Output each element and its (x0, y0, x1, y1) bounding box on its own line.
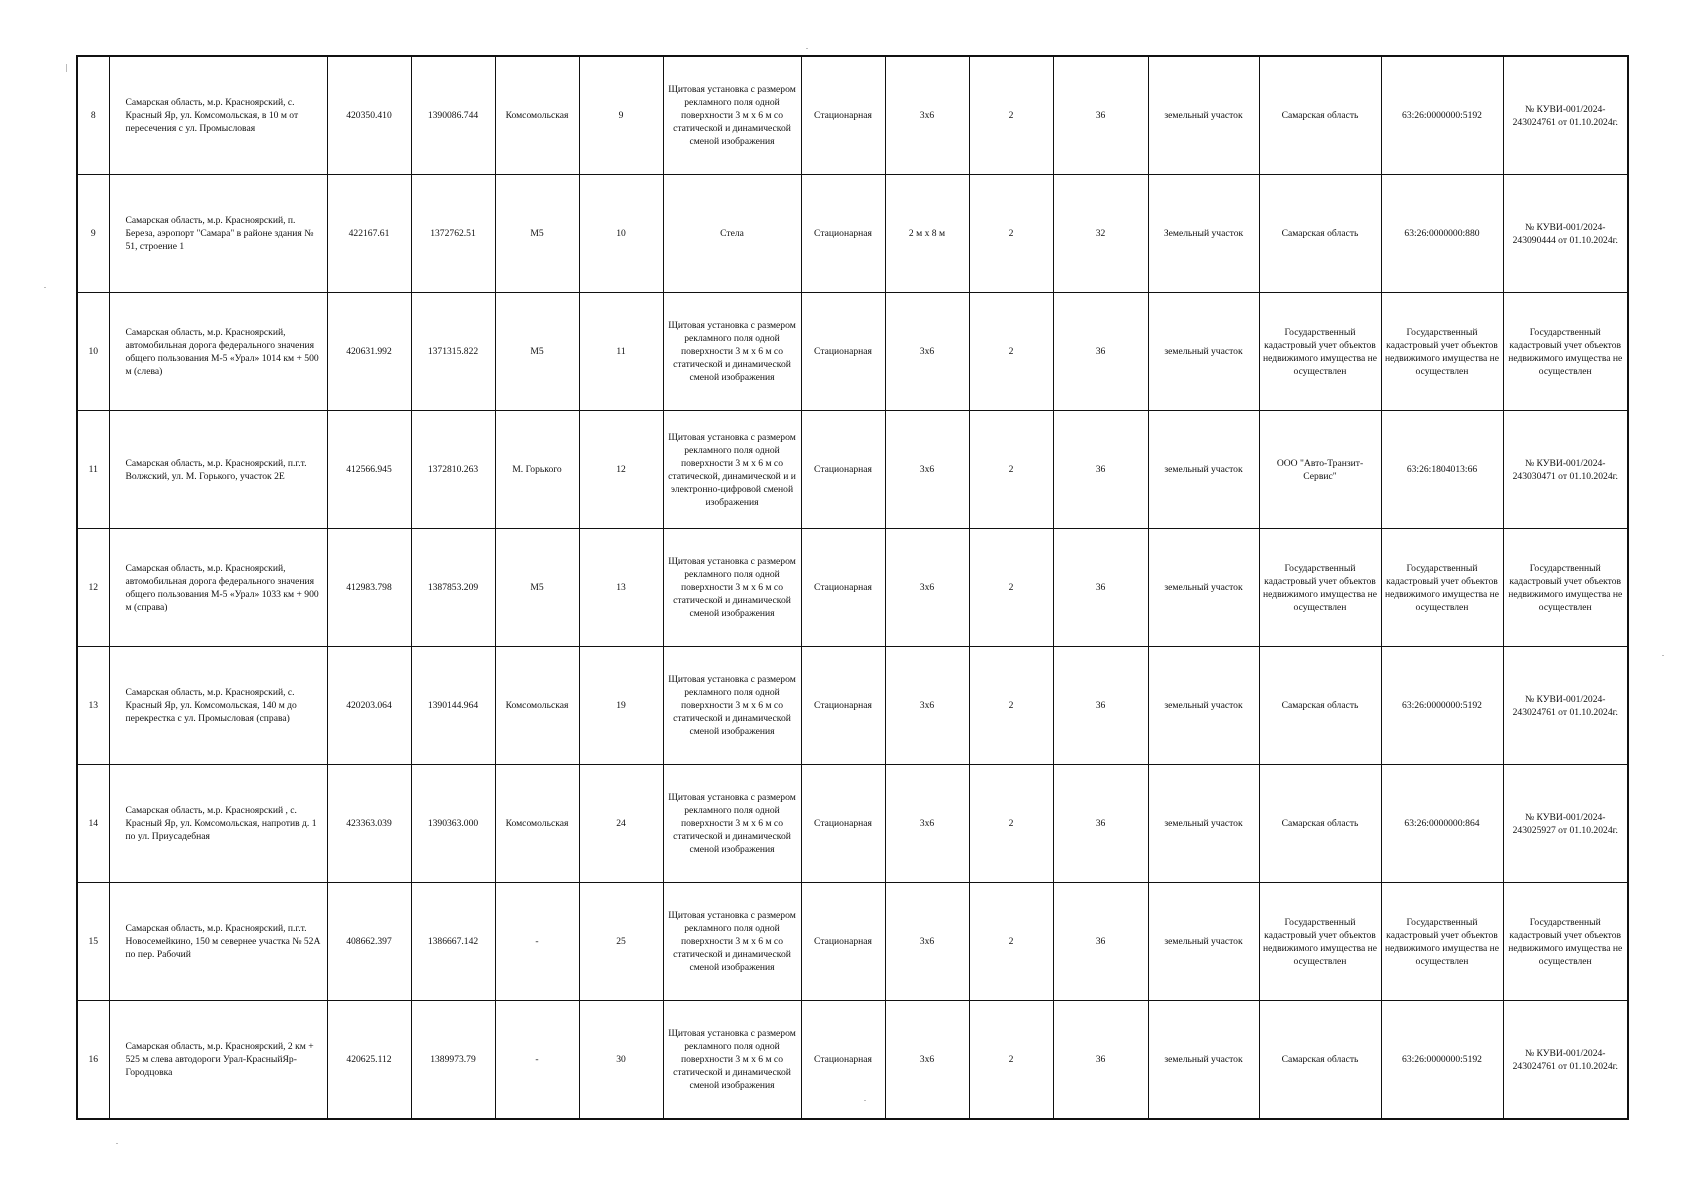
site-number-cell: 11 (579, 293, 663, 411)
street-cell: Комсомольская (495, 647, 579, 765)
area-cell: 36 (1053, 647, 1148, 765)
size-cell: 3х6 (885, 765, 969, 883)
coord-y-cell: 1387853.209 (411, 529, 495, 647)
coord-y-cell: 1372762.51 (411, 175, 495, 293)
row-number: 12 (77, 529, 109, 647)
sides-count-cell: 2 (969, 293, 1053, 411)
street-cell: М. Горького (495, 411, 579, 529)
sides-count-cell: 2 (969, 647, 1053, 765)
cadastre-number-cell: 63:26:0000000:5192 (1381, 56, 1503, 175)
row-number: 9 (77, 175, 109, 293)
document-cell: № КУВИ-001/2024-243090444 от 01.10.2024г. (1503, 175, 1628, 293)
area-cell: 36 (1053, 56, 1148, 175)
size-cell: 3х6 (885, 411, 969, 529)
row-number: 8 (77, 56, 109, 175)
coord-y-cell: 1390363.000 (411, 765, 495, 883)
sides-count-cell: 2 (969, 411, 1053, 529)
land-type-cell: земельный участок (1148, 1001, 1259, 1120)
owner-cell: Самарская область (1259, 647, 1381, 765)
owner-cell: Самарская область (1259, 765, 1381, 883)
size-cell: 3х6 (885, 529, 969, 647)
owner-cell: Самарская область (1259, 56, 1381, 175)
table-row (77, 56, 1628, 175)
site-number-cell: 13 (579, 529, 663, 647)
land-type-cell: Земельный участок (1148, 175, 1259, 293)
coord-x-cell: 412566.945 (327, 411, 411, 529)
area-cell: 36 (1053, 1001, 1148, 1120)
table-row (77, 647, 1628, 765)
document-cell: № КУВИ-001/2024-243025927 от 01.10.2024г. (1503, 765, 1628, 883)
size-cell: 3х6 (885, 647, 969, 765)
document-cell: Государственный кадастровый учет объектов недвижимого имущества не осуществлен (1503, 293, 1628, 411)
document-cell: Государственный кадастровый учет объектов недвижимого имущества не осуществлен (1503, 883, 1628, 1001)
street-cell: Комсомольская (495, 765, 579, 883)
cadastre-number-cell: 63:26:1804013:66 (1381, 411, 1503, 529)
street-cell: М5 (495, 529, 579, 647)
site-number-cell: 19 (579, 647, 663, 765)
area-cell: 32 (1053, 175, 1148, 293)
table-row (77, 293, 1628, 411)
coord-y-cell: 1389973.79 (411, 1001, 495, 1120)
street-cell: - (495, 1001, 579, 1120)
size-cell: 3х6 (885, 293, 969, 411)
address-cell: Самарская область, м.р. Красноярский, автомобильная дорога федерального значения общего пользования М-5 «Урал» 1014 км + 500 м (слева) (109, 293, 327, 411)
document-cell: № КУВИ-001/2024-243024761 от 01.10.2024г. (1503, 647, 1628, 765)
structure-kind-cell: Стационарная (801, 1001, 885, 1120)
site-number-cell: 10 (579, 175, 663, 293)
owner-cell: Государственный кадастровый учет объектов недвижимого имущества не осуществлен (1259, 529, 1381, 647)
table-body (77, 56, 1628, 1119)
land-type-cell: земельный участок (1148, 56, 1259, 175)
address-cell: Самарская область, м.р. Красноярский, автомобильная дорога федерального значения общего пользования М-5 «Урал» 1033 км + 900 м (справа) (109, 529, 327, 647)
structure-type-cell: Стела (663, 175, 801, 293)
area-cell: 36 (1053, 411, 1148, 529)
document-cell: № КУВИ-001/2024-243024761 от 01.10.2024г. (1503, 56, 1628, 175)
site-number-cell: 9 (579, 56, 663, 175)
sides-count-cell: 2 (969, 765, 1053, 883)
structure-kind-cell: Стационарная (801, 529, 885, 647)
structure-kind-cell: Стационарная (801, 765, 885, 883)
area-cell: 36 (1053, 293, 1148, 411)
land-type-cell: земельный участок (1148, 883, 1259, 1001)
owner-cell: ООО "Авто-Транзит-Сервис" (1259, 411, 1381, 529)
street-cell: Комсомольская (495, 56, 579, 175)
land-type-cell: земельный участок (1148, 647, 1259, 765)
site-number-cell: 24 (579, 765, 663, 883)
cadastre-number-cell: 63:26:0000000:5192 (1381, 1001, 1503, 1120)
address-cell: Самарская область, м.р. Красноярский, п.г.т. Волжский, ул. М. Горького, участок 2Е (109, 411, 327, 529)
coord-y-cell: 1386667.142 (411, 883, 495, 1001)
address-cell: Самарская область, м.р. Красноярский , с. Красный Яр, ул. Комсомольская, напротив д. 1 по ул. Приусадебная (109, 765, 327, 883)
land-type-cell: земельный участок (1148, 529, 1259, 647)
coord-x-cell: 422167.61 (327, 175, 411, 293)
coord-y-cell: 1371315.822 (411, 293, 495, 411)
sides-count-cell: 2 (969, 175, 1053, 293)
structure-kind-cell: Стационарная (801, 293, 885, 411)
cadastre-number-cell: 63:26:0000000:5192 (1381, 647, 1503, 765)
coord-y-cell: 1372810.263 (411, 411, 495, 529)
structure-kind-cell: Стационарная (801, 883, 885, 1001)
table-row (77, 883, 1628, 1001)
structure-type-cell: Щитовая установка с размером рекламного поля одной поверхности 3 м х 6 м со статической и динамической сменой изображения (663, 56, 801, 175)
table-row (77, 765, 1628, 883)
structure-type-cell: Щитовая установка с размером рекламного поля одной поверхности 3 м х 6 м со статической и динамической сменой изображения (663, 647, 801, 765)
site-number-cell: 12 (579, 411, 663, 529)
placements-table (76, 55, 1629, 1120)
address-cell: Самарская область, м.р. Красноярский, 2 км + 525 м слева автодороги Урал-КрасныйЯр-Городцовка (109, 1001, 327, 1120)
site-number-cell: 30 (579, 1001, 663, 1120)
address-cell: Самарская область, м.р. Красноярский, с. Красный Яр, ул. Комсомольская, в 10 м от пересечения с ул. Промысловая (109, 56, 327, 175)
coord-x-cell: 420350.410 (327, 56, 411, 175)
coord-y-cell: 1390144.964 (411, 647, 495, 765)
table-row (77, 529, 1628, 647)
structure-kind-cell: Стационарная (801, 56, 885, 175)
coord-x-cell: 412983.798 (327, 529, 411, 647)
coord-y-cell: 1390086.744 (411, 56, 495, 175)
sides-count-cell: 2 (969, 883, 1053, 1001)
document-cell: № КУВИ-001/2024-243024761 от 01.10.2024г. (1503, 1001, 1628, 1120)
land-type-cell: земельный участок (1148, 411, 1259, 529)
structure-type-cell: Щитовая установка с размером рекламного поля одной поверхности 3 м х 6 м со статической и динамической сменой изображения (663, 529, 801, 647)
street-cell: М5 (495, 175, 579, 293)
area-cell: 36 (1053, 529, 1148, 647)
owner-cell: Самарская область (1259, 175, 1381, 293)
size-cell: 3х6 (885, 1001, 969, 1120)
document-cell: № КУВИ-001/2024-243030471 от 01.10.2024г. (1503, 411, 1628, 529)
sides-count-cell: 2 (969, 56, 1053, 175)
row-number: 15 (77, 883, 109, 1001)
address-cell: Самарская область, м.р. Красноярский, п.г.т. Новосемейкино, 150 м севернее участка № 52А по пер. Рабочий (109, 883, 327, 1001)
table-row (77, 1001, 1628, 1120)
row-number: 10 (77, 293, 109, 411)
coord-x-cell: 423363.039 (327, 765, 411, 883)
area-cell: 36 (1053, 765, 1148, 883)
table-row (77, 411, 1628, 529)
address-cell: Самарская область, м.р. Красноярский, с. Красный Яр, ул. Комсомольская, 140 м до перекрестка с ул. Промысловая (справа) (109, 647, 327, 765)
row-number: 16 (77, 1001, 109, 1120)
site-number-cell: 25 (579, 883, 663, 1001)
cadastre-number-cell: 63:26:0000000:880 (1381, 175, 1503, 293)
structure-type-cell: Щитовая установка с размером рекламного поля одной поверхности 3 м х 6 м со статической и динамической сменой изображения (663, 883, 801, 1001)
structure-type-cell: Щитовая установка с размером рекламного поля одной поверхности 3 м х 6 м со статической и динамической сменой изображения (663, 293, 801, 411)
structure-type-cell: Щитовая установка с размером рекламного поля одной поверхности 3 м х 6 м со статической и динамической сменой изображения (663, 765, 801, 883)
coord-x-cell: 420203.064 (327, 647, 411, 765)
address-cell: Самарская область, м.р. Красноярский, п. Береза, аэропорт "Самара" в районе здания № 51, строение 1 (109, 175, 327, 293)
sides-count-cell: 2 (969, 1001, 1053, 1120)
size-cell: 3х6 (885, 883, 969, 1001)
coord-x-cell: 408662.397 (327, 883, 411, 1001)
structure-kind-cell: Стационарная (801, 175, 885, 293)
street-cell: М5 (495, 293, 579, 411)
structure-type-cell: Щитовая установка с размером рекламного поля одной поверхности 3 м х 6 м со статической, динамической и и электронно-цифровой сменой изображения (663, 411, 801, 529)
coord-x-cell: 420625.112 (327, 1001, 411, 1120)
cadastre-number-cell: Государственный кадастровый учет объектов недвижимого имущества не осуществлен (1381, 293, 1503, 411)
coord-x-cell: 420631.992 (327, 293, 411, 411)
document-cell: Государственный кадастровый учет объектов недвижимого имущества не осуществлен (1503, 529, 1628, 647)
size-cell: 3х6 (885, 56, 969, 175)
structure-kind-cell: Стационарная (801, 411, 885, 529)
land-type-cell: земельный участок (1148, 765, 1259, 883)
owner-cell: Государственный кадастровый учет объектов недвижимого имущества не осуществлен (1259, 883, 1381, 1001)
table-row (77, 175, 1628, 293)
land-type-cell: земельный участок (1148, 293, 1259, 411)
cadastre-number-cell: Государственный кадастровый учет объектов недвижимого имущества не осуществлен (1381, 529, 1503, 647)
sides-count-cell: 2 (969, 529, 1053, 647)
row-number: 13 (77, 647, 109, 765)
owner-cell: Самарская область (1259, 1001, 1381, 1120)
structure-type-cell: Щитовая установка с размером рекламного поля одной поверхности 3 м х 6 м со статической и динамической сменой изображения (663, 1001, 801, 1120)
size-cell: 2 м х 8 м (885, 175, 969, 293)
area-cell: 36 (1053, 883, 1148, 1001)
street-cell: - (495, 883, 579, 1001)
cadastre-number-cell: Государственный кадастровый учет объектов недвижимого имущества не осуществлен (1381, 883, 1503, 1001)
owner-cell: Государственный кадастровый учет объектов недвижимого имущества не осуществлен (1259, 293, 1381, 411)
row-number: 11 (77, 411, 109, 529)
cadastre-number-cell: 63:26:0000000:864 (1381, 765, 1503, 883)
structure-kind-cell: Стационарная (801, 647, 885, 765)
row-number: 14 (77, 765, 109, 883)
